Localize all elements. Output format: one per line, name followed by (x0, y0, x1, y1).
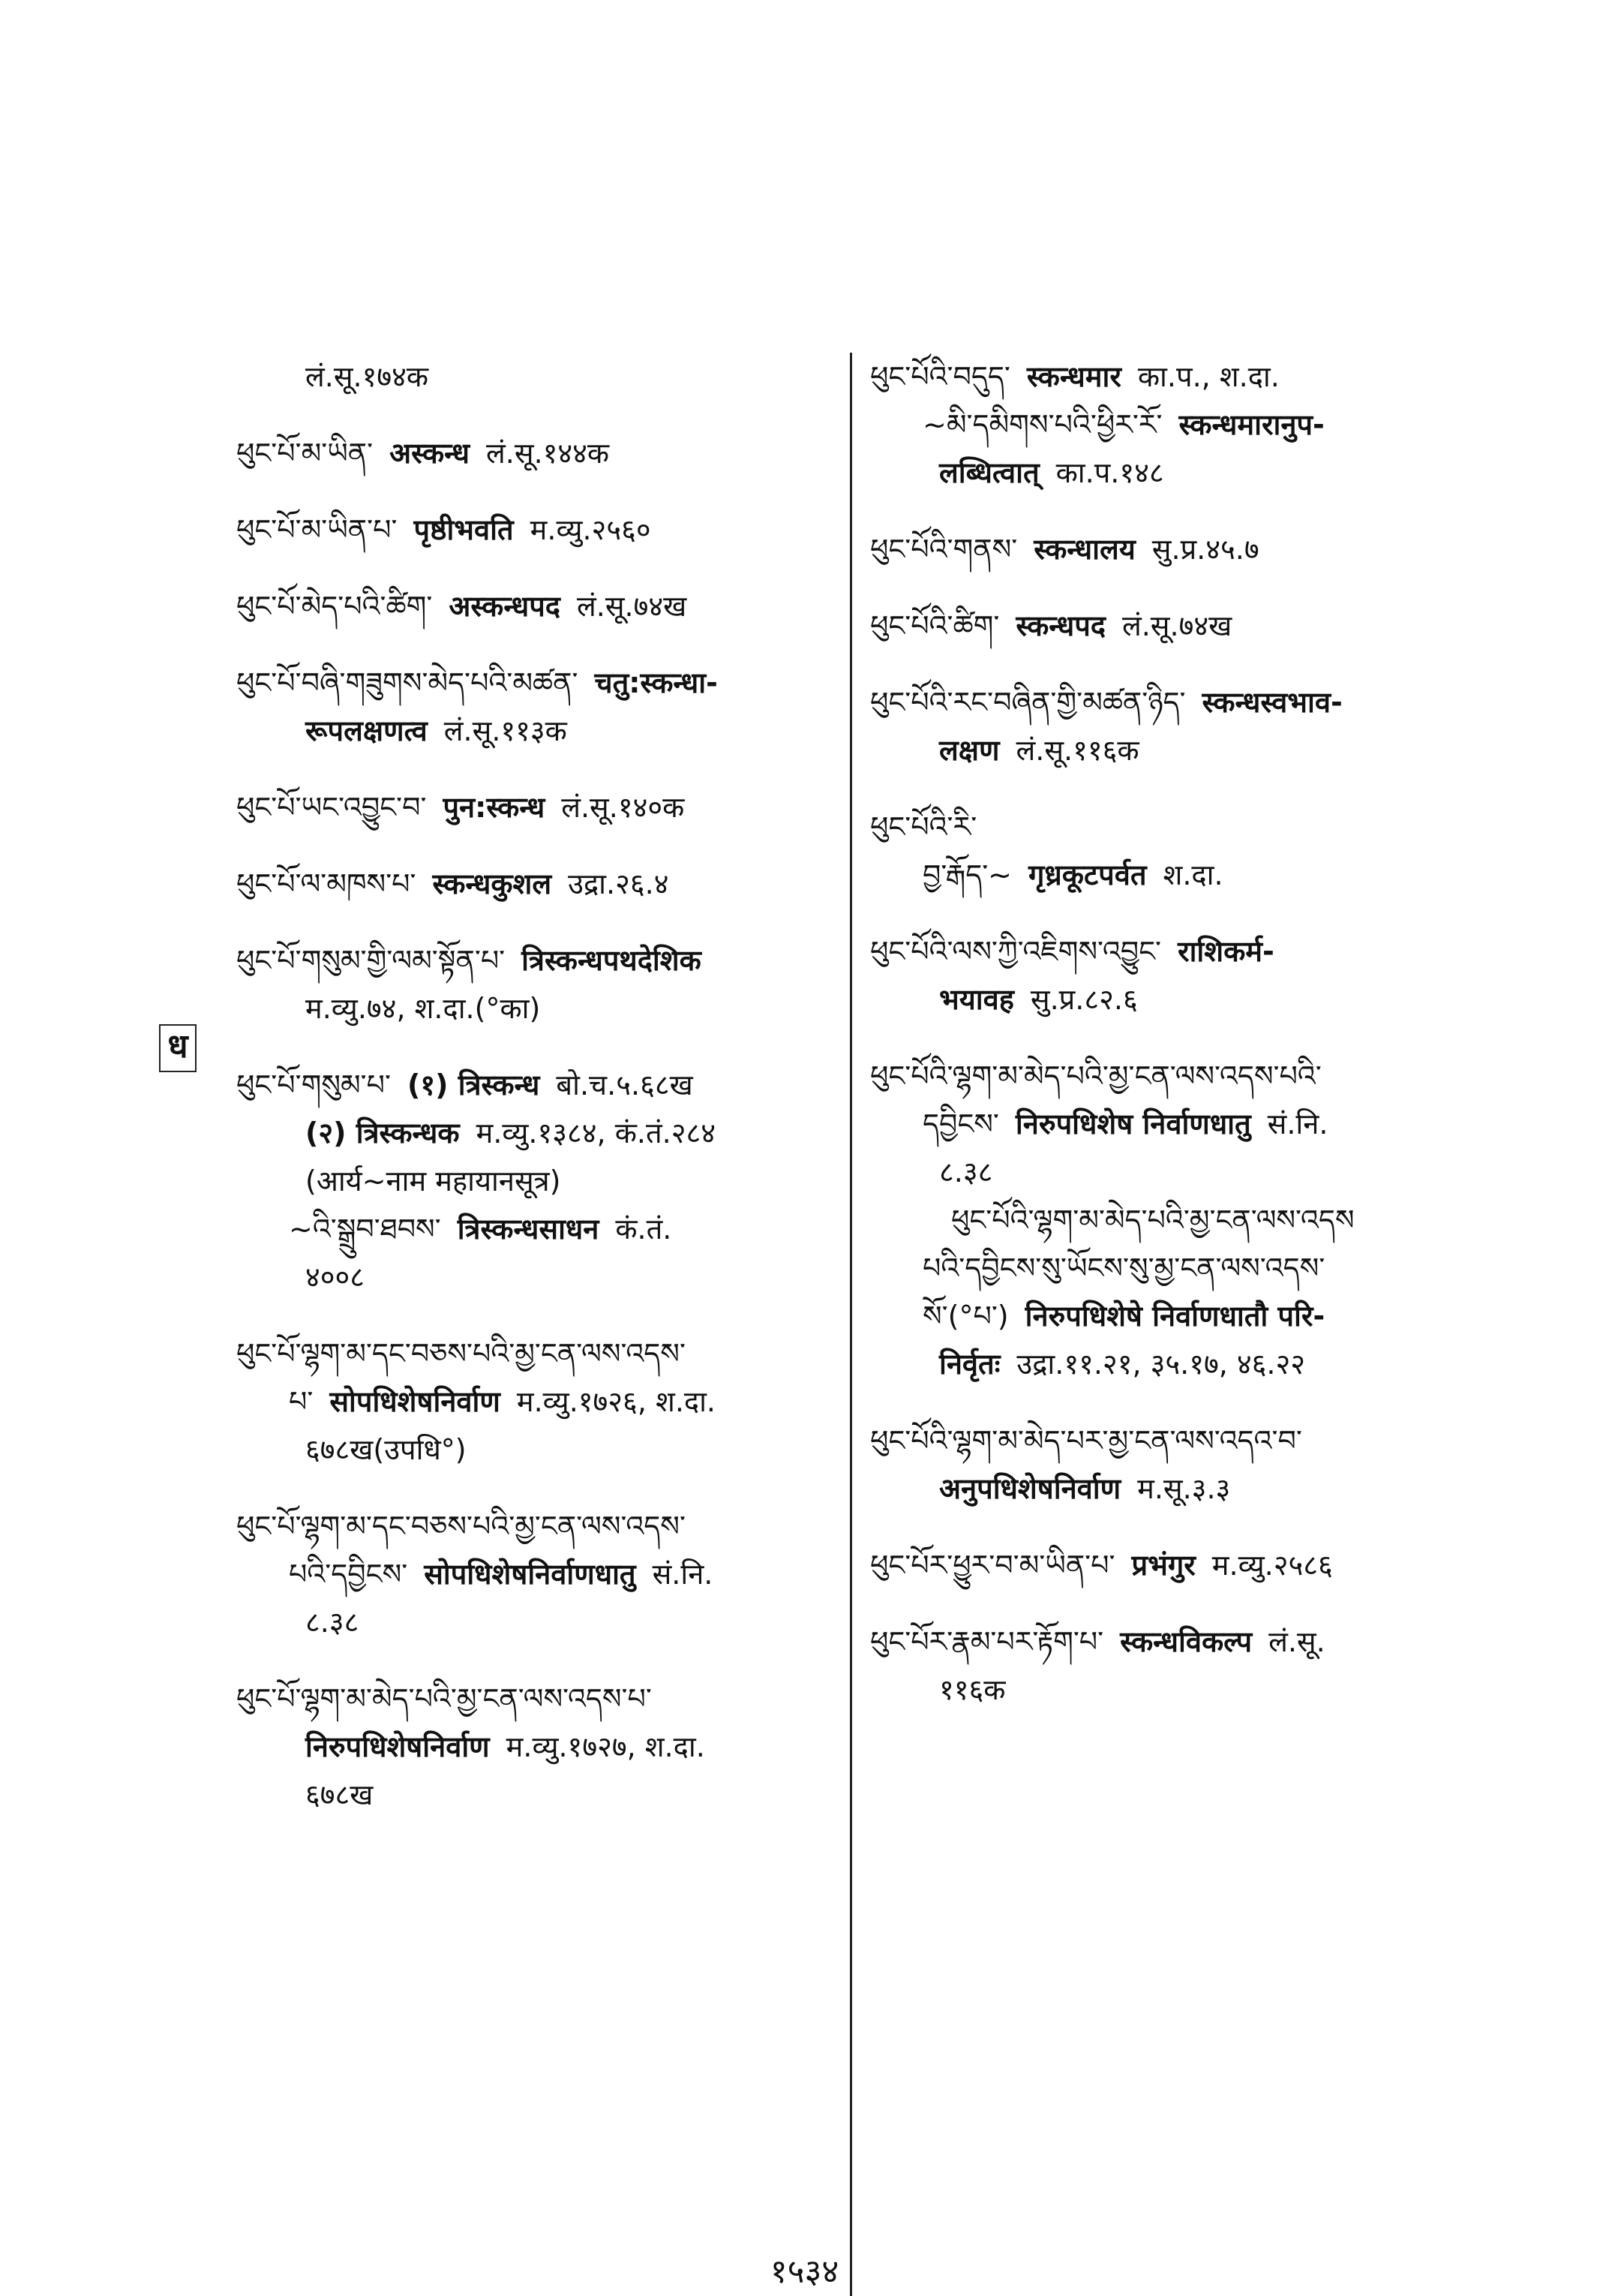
sanskrit-equivalent: लब्धित्वात् (939, 456, 1040, 489)
entry-line (236, 783, 836, 831)
entry-line (236, 1205, 836, 1253)
sanskrit-equivalent: अस्कन्ध (389, 437, 470, 470)
entry-line (236, 1771, 836, 1819)
tibetan-term: པའི་དབྱིངས་ (289, 1558, 408, 1591)
entry-line (236, 1675, 836, 1723)
sanskrit-equivalent: स्कन्धमारानुप- (1178, 408, 1325, 441)
source-reference: सं.नि. (652, 1558, 713, 1591)
entry-line (870, 1196, 1470, 1244)
right-column (870, 353, 1470, 1742)
tibetan-term: ཕུང་པོ་ཡང་འབྱུང་བ་ (236, 791, 427, 824)
source-reference: म.व्यु.१७२६, श.दा. (516, 1385, 716, 1418)
entry-line (870, 726, 1470, 774)
sanskrit-equivalent: गृध्रकूटपर्वत (1028, 858, 1147, 891)
tibetan-term: ཕུང་པོའི་བདུད་ (870, 360, 1010, 393)
entry-line (236, 659, 836, 707)
sanskrit-equivalent: निरुपधिशेष निर्वाणधातु (1015, 1107, 1251, 1140)
entry-line (236, 1502, 836, 1550)
entry-line (870, 602, 1470, 650)
entry-line (870, 1148, 1470, 1196)
source-reference: ६७८ख(उपधि°) (305, 1433, 467, 1466)
source-reference: लं.सू.११६क (1016, 734, 1139, 767)
entry-line (236, 1157, 836, 1205)
sanskrit-equivalent: भयावह (939, 983, 1014, 1016)
entry-line (870, 1052, 1470, 1100)
source-reference: बो.च.५.६८ख (556, 1068, 693, 1101)
entry-line (870, 353, 1470, 401)
source-reference: लं.सू.७४ख (1121, 609, 1232, 642)
tibetan-term: ཕུང་པོ་ལྷག་མ་དང་བཅས་པའི་མྱ་ངན་ལས་འདས་ (236, 1510, 686, 1543)
entry-line (236, 429, 836, 477)
tibetan-term: ཕུང་པོ་ལ་མཁས་པ་ (236, 867, 416, 900)
entry-line (870, 1417, 1470, 1465)
sanskrit-equivalent: पृष्ठीभवति (413, 513, 514, 546)
dictionary-entry (236, 860, 836, 908)
entry-line (236, 1550, 836, 1598)
entry-line (236, 1330, 836, 1378)
source-reference: उद्रा.२६.४ (568, 867, 669, 900)
sanskrit-equivalent: निरुपधिशेषनिर्वाण (305, 1730, 490, 1763)
source-reference: का.प.१४८ (1055, 456, 1164, 489)
entry-line (870, 975, 1470, 1023)
dictionary-entry (236, 353, 836, 401)
dictionary-entry (236, 1061, 836, 1301)
dictionary-entry (870, 1417, 1470, 1513)
tibetan-term: དབྱིངས་ (923, 1107, 999, 1140)
tibetan-term: ཕུང་པོ་ལྷག་མ་དང་བཅས་པའི་མྱ་ངན་ལས་འདས་ (236, 1337, 686, 1370)
column-divider (850, 353, 852, 2296)
sanskrit-equivalent: (२) त्रिस्कन्धक (305, 1116, 460, 1150)
dictionary-entry (236, 1330, 836, 1474)
source-reference: लं.सू. (1268, 1625, 1325, 1658)
source-reference: ४००८ (305, 1261, 365, 1294)
sanskrit-equivalent: त्रिस्कन्धसाधन (457, 1213, 599, 1246)
sanskrit-equivalent: त्रिस्कन्धपथदेशिक (521, 944, 701, 977)
sanskrit-equivalent: स्कन्धविकल्प (1120, 1625, 1253, 1658)
tibetan-term: ཕུང་པོ་གསུམ་པ་ (236, 1068, 391, 1101)
dictionary-entry (236, 659, 836, 755)
tibetan-term: ཕུང་པོ་ལྷག་མ་མེད་པའི་མྱ་ངན་ལས་འདས་པ་ (236, 1682, 652, 1715)
entry-line (870, 1618, 1470, 1666)
dictionary-entry (236, 506, 836, 554)
dictionary-entry (236, 582, 836, 630)
entry-line (870, 449, 1470, 497)
source-reference: सु.प्र.८२.६ (1030, 983, 1138, 1016)
entry-line (870, 927, 1470, 975)
tibetan-term: ~འི་སྒྲུབ་ཐབས་ (289, 1213, 441, 1246)
sanskrit-equivalent: राशिकर्म- (1178, 935, 1274, 968)
source-reference: सं.नि. (1267, 1107, 1328, 1140)
tibetan-term: ཕུང་པོ་གསུམ་གྱི་ལམ་སྟོན་པ་ (236, 944, 506, 977)
page-number: १५३४ (770, 2252, 839, 2291)
sanskrit-equivalent: अनुपधिशेषनिर्वाण (939, 1472, 1121, 1505)
tibetan-term: ཕུང་པོར་ཕྱུར་བ་མ་ཡིན་པ་ (870, 1549, 1115, 1582)
sanskrit-equivalent: स्कन्धस्वभाव- (1202, 686, 1343, 719)
dictionary-entry (870, 525, 1470, 573)
sanskrit-equivalent: रूपलक्षणत्व (305, 714, 428, 747)
dictionary-entry (236, 936, 836, 1032)
dictionary-entry (870, 927, 1470, 1023)
tibetan-term: བྱ་རྒོད་~ (923, 858, 1013, 891)
sanskrit-equivalent: स्कन्धालय (1034, 533, 1136, 566)
source-reference: लं.सू.११३क (443, 714, 567, 747)
entry-line (870, 678, 1470, 726)
source-reference: लं.सू.७४ख (577, 590, 687, 623)
source-reference: लं.सू.१४०क (561, 791, 685, 824)
sanskrit-equivalent: अस्कन्धपद (449, 590, 560, 623)
sanskrit-equivalent: प्रभंगुर (1131, 1549, 1196, 1582)
entry-line (870, 401, 1470, 449)
left-column (236, 353, 836, 1847)
source-reference: (आर्य~नाम महायानसूत्र) (305, 1165, 561, 1198)
source-reference: ८.३८ (305, 1606, 359, 1639)
entry-line (236, 353, 836, 401)
entry-line (870, 1465, 1470, 1513)
tibetan-term: ཕུང་པོ་མ་ཡིན་པ་ (236, 513, 398, 546)
dictionary-entry (870, 1618, 1470, 1714)
source-reference: लं.सू.१४४क (486, 437, 610, 470)
entry-line (870, 1541, 1470, 1589)
source-reference: कं.तं. (615, 1213, 672, 1246)
tibetan-term: ཕུང་པོར་རྣམ་པར་རྟོག་པ་ (870, 1625, 1104, 1658)
dictionary-entry (870, 602, 1470, 650)
tibetan-term: ཕུང་པོའི་རི་ (870, 810, 977, 843)
dictionary-entry (236, 783, 836, 831)
dictionary-entry (870, 353, 1470, 497)
tibetan-term: སོ་(°པ་) (923, 1300, 1009, 1333)
source-reference: म.व्यु.१७२७, श.दा. (506, 1730, 705, 1763)
source-reference: का.प., श.दा. (1137, 360, 1280, 393)
entry-line (870, 1244, 1470, 1292)
tibetan-term: ཕུང་པོའི་ལྷག་མ་མེད་པར་མྱ་ངན་ལས་འདའ་བ་ (870, 1424, 1302, 1457)
sanskrit-equivalent: लक्षण (939, 734, 1000, 767)
sanskrit-equivalent: (१) त्रिस्कन्ध (407, 1068, 540, 1101)
entry-line (236, 1378, 836, 1426)
source-reference: म.व्यु.७४, श.दा.(°का) (305, 992, 541, 1025)
source-reference: श.दा. (1163, 858, 1223, 891)
tibetan-term: ཕུང་པོའི་ལས་ཀྱི་འཇིགས་འབྱུང་ (870, 935, 1162, 968)
entry-line (870, 525, 1470, 573)
source-reference: उद्रा.११.२१, ३५.१७, ४६.२२ (1016, 1348, 1306, 1381)
entry-line (236, 582, 836, 630)
source-reference: ११६क (939, 1673, 1006, 1706)
entry-line (870, 851, 1470, 899)
tibetan-term: ཕུང་པོའི་ལྷག་མ་མེད་པའི་མྱ་ངན་ལས་འདས (951, 1204, 1355, 1237)
entry-line (236, 1598, 836, 1646)
sanskrit-equivalent: सोपधिशेषनिर्वाण (329, 1385, 500, 1418)
tibetan-term: ཕུང་པོ་བཞི་གཟུགས་མེད་པའི་མཚན་ (236, 666, 578, 699)
tibetan-term: ཕུང་པོ་མ་ཡིན་ (236, 437, 374, 470)
source-reference: म.सू.३.३ (1137, 1472, 1231, 1505)
sanskrit-equivalent: सोपधिशेषनिर्वाणधातु (424, 1558, 636, 1591)
tibetan-term: ཕུང་པོའི་རང་བཞིན་གྱི་མཚན་ཉིད་ (870, 686, 1186, 719)
source-reference: ६७८ख (305, 1778, 374, 1811)
source-reference: सु.प्र.४५.७ (1151, 533, 1259, 566)
dictionary-entry (236, 1675, 836, 1819)
source-reference: म.व्यु.१३८४, कं.तं.२८४ (476, 1116, 716, 1150)
source-reference: लं.सू.१७४क (305, 360, 429, 393)
entry-line (236, 1109, 836, 1157)
dictionary-entry (870, 678, 1470, 774)
entry-line (236, 860, 836, 908)
entry-line (870, 803, 1470, 851)
source-reference: म.व्यु.२५६० (530, 513, 651, 546)
tibetan-term: ཕུང་པོའི་ལྷག་མ་མེད་པའི་མྱ་ངན་ལས་འདས་པའི་ (870, 1059, 1322, 1092)
sanskrit-equivalent: निरुपधिशेषे निर्वाणधातौ परि- (1025, 1300, 1325, 1333)
sanskrit-equivalent: स्कन्धपद (1016, 609, 1106, 642)
entry-line (870, 1292, 1470, 1340)
tibetan-term: པ་ (289, 1385, 314, 1418)
sanskrit-equivalent: स्कन्धमार (1026, 360, 1121, 393)
entry-line (236, 1253, 836, 1301)
source-reference: म.व्यु.२५८६ (1211, 1549, 1333, 1582)
tibetan-term: ~མི་དམིགས་པའི་ཕྱིར་རོ་ (923, 408, 1163, 441)
dictionary-entry (870, 1052, 1470, 1388)
entry-line (236, 1061, 836, 1109)
tibetan-term: ཕུང་པོའི་ཚིག་ (870, 609, 1000, 642)
tibetan-term: ཕུང་པོ་མེད་པའི་ཚིག་ (236, 590, 433, 623)
dictionary-entry (236, 429, 836, 477)
entry-line (236, 1426, 836, 1474)
dictionary-entry (870, 1541, 1470, 1589)
dictionary-entry (870, 803, 1470, 899)
entry-line (870, 1666, 1470, 1714)
sanskrit-equivalent: निर्वृतः (939, 1348, 1001, 1381)
entry-line (236, 506, 836, 554)
dictionary-entry (236, 1502, 836, 1646)
tibetan-term: ཕུང་པོའི་གནས་ (870, 533, 1018, 566)
entry-line (870, 1100, 1470, 1148)
sanskrit-equivalent: चतु:स्कन्धा- (594, 666, 718, 699)
sanskrit-equivalent: पुन:स्कन्ध (443, 791, 545, 824)
entry-line (236, 936, 836, 984)
entry-line (236, 707, 836, 755)
entry-line (236, 984, 836, 1032)
tibetan-term: པའི་དབྱིངས་སུ་ཡོངས་སུ་མྱ་ངན་ལས་འདས་ (923, 1252, 1325, 1285)
sanskrit-equivalent: स्कन्धकुशल (432, 867, 552, 900)
source-reference: ८.३८ (939, 1156, 993, 1189)
section-tab-letter: ध (159, 1024, 197, 1072)
entry-line (236, 1723, 836, 1771)
entry-line (870, 1340, 1470, 1388)
